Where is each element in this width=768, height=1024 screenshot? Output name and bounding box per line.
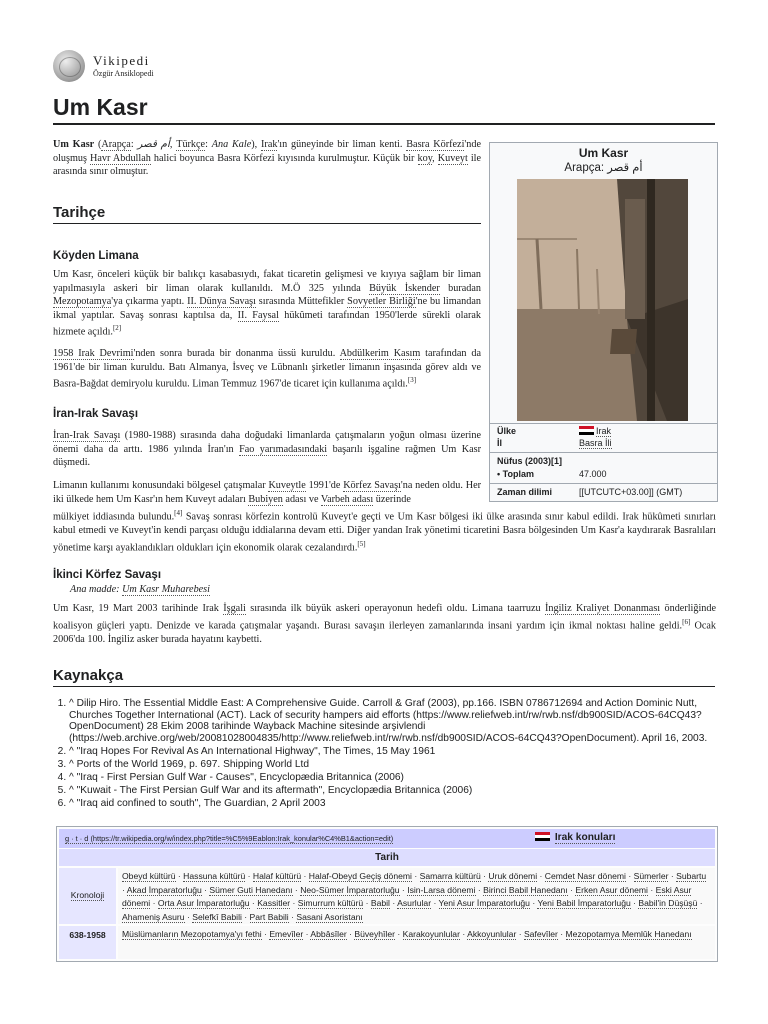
paragraph-iran-2a: [53, 479, 481, 506]
navbox-link[interactable]: Mezopotamya Memlûk Hanedanı: [565, 929, 692, 939]
text-run: 'nden sonra burada bir donanma üssü kuruldu.: [133, 348, 340, 359]
main-article-label: Ana madde:: [70, 584, 120, 595]
paragraph-text: [53, 429, 481, 470]
text-run: ,: [432, 152, 438, 164]
navbox-link[interactable]: Samarra kültürü: [419, 871, 481, 881]
site-tagline: Özgür Ansiklopedi: [93, 69, 154, 78]
text-run: 'ne bu limandan ikmal yaptılar. Savaş sonrası kaptılsa da,: [53, 296, 481, 321]
text-run: 'nde oluşmuş: [53, 139, 481, 164]
infobox-key: Ülke: [497, 426, 517, 436]
iraq-flag-icon: [535, 832, 550, 841]
text-run: önderliğinde koalisyon güçleri yaptı. Denizde ve karada çatışmalar yaşandı. Burası savaşın ilerleyen zamanlarında insani yardım için ikmal noktası haline geldi.: [53, 603, 716, 631]
paragraph-text: [53, 479, 481, 506]
main-article-note: [70, 584, 210, 595]
text-run: üzerinde: [373, 493, 411, 505]
navbox-separator: ·: [567, 884, 576, 895]
inline-link[interactable]: Körfez Savaşı: [343, 480, 401, 491]
text-run: adası ve: [282, 493, 321, 505]
reference-item: 6. ^ "Iraq aid confined to south", The Guardian, 2 April 2003: [69, 798, 716, 810]
reference-item: 4. ^ "Iraq - First Persian Gulf War - Causes", Encyclopædia Britannica (2006): [69, 772, 716, 784]
navbox-link[interactable]: Birinci Babil Hanedanı: [483, 884, 568, 895]
navbox-link[interactable]: Part Babili: [249, 911, 289, 922]
infobox-separator: [490, 423, 717, 424]
navbox-link[interactable]: Sümer Guti Hanedanı: [209, 884, 293, 895]
navbox-separator: ·: [630, 898, 639, 908]
text-run: Um Kasr, 19 Mart 2003 tarihinde Irak: [53, 603, 224, 614]
navbox-separator: ·: [301, 871, 309, 881]
navbox-separator: ·: [389, 898, 398, 908]
subsection-heading-ikinci: İkinci Körfez Savaşı: [53, 569, 162, 581]
navbox-link[interactable]: Kassitler: [257, 898, 291, 908]
navbox-separator: ·: [249, 898, 258, 908]
text-run: buradan: [439, 282, 481, 294]
intro-paragraph: [53, 138, 481, 179]
navbox-separator: ·: [241, 911, 250, 922]
inline-link[interactable]: İşgali: [223, 603, 246, 614]
navbox-separator: ·: [557, 929, 566, 939]
iraq-flag-icon: [579, 426, 594, 435]
inline-link[interactable]: İngiliz Kraliyet Donanması: [545, 603, 661, 614]
navbox-link[interactable]: Babil'in Düşüşü: [638, 898, 698, 908]
navbox-separator: ·: [394, 929, 403, 939]
bold-term: Um Kasr: [53, 139, 95, 150]
navbox-link[interactable]: Erken Asur dönemi: [575, 884, 648, 895]
text-run: ,: [169, 139, 177, 150]
text-run: mülkiyet iddiasında bulundu.: [53, 511, 175, 523]
navbox-link[interactable]: Babil: [370, 898, 390, 908]
navbox-link[interactable]: Halaf-Obeyd Geçiş dönemi: [308, 871, 412, 881]
navbox-link[interactable]: Asurlular: [397, 898, 432, 908]
text-run: 'ın güneyinde bir liman kenti.: [277, 139, 407, 150]
inline-link[interactable]: Büyük İskender: [369, 282, 440, 294]
text-run: tarafından da 1961'de bir liman kuruldu. Batı Almanya, İsveç ve Lübnanlı şirketler limanın inşasında görev aldı ve Basra-Bağdat demiryolu kuruldu. Liman Temmuz 1967'de ticaret için kullanıma açıldı.: [53, 348, 481, 390]
navbox-subtitle: Tarih: [59, 849, 715, 866]
text-run: Limanın kullanımı konusundaki bölgesel çatışmalar: [53, 480, 269, 491]
text-run: hükûmeti tarafından 1950'lerde sürekli olarak hizmete açıldı.: [53, 309, 481, 338]
navbox-link[interactable]: Safevîler: [523, 929, 558, 939]
site-logo[interactable]: [53, 50, 213, 86]
infobox-key: Zaman dilimi: [497, 487, 553, 497]
infobox-separator: [490, 483, 717, 484]
site-wordmark: Vikipedi: [93, 53, 150, 68]
navbox-separator: ·: [668, 871, 677, 881]
navbox-link[interactable]: Akkoyunlular: [467, 929, 517, 939]
inline-link[interactable]: Havr Abdullah: [90, 152, 151, 164]
paragraph-koyden-1: [53, 268, 481, 339]
navbox-link[interactable]: Yeni Asur İmparatorluğu: [438, 898, 530, 908]
navbox-separator: ·: [261, 929, 270, 939]
text-run: ),: [251, 139, 262, 150]
navbox-separator: ·: [697, 898, 703, 908]
navbox-link[interactable]: Emevîler: [269, 929, 304, 939]
text-run: Savaş sonrası körfezin kontrolü Kuveyt'e geçti ve Um Kasr bölgesi iki ülke arasında sınır kabul edildi. Irak hükûmeti sınırları kabul etmedi ve Kuveyt'in kendi parçası olduğu iddialarına devam etti. Diğer yandan Irak yönetimi ticaretini Basra bölgesinden Um Kasr'a kaydırarak Basralıları yönetime karşı ayaklandıkları oldukları için ekonomik olarak cezalandırdı.: [53, 511, 716, 553]
text-run: Ocak 2006'da 100. İngiliz asker burada hayatını kaybetti.: [53, 619, 717, 645]
navbox-separator: ·: [475, 884, 484, 895]
inline-link[interactable]: Fao yarımadasındaki: [239, 443, 328, 455]
navbox-link[interactable]: Abbâsîler: [310, 929, 347, 939]
text-run: 'ya çıkarma yaptı.: [111, 296, 188, 308]
navbox-separator: ·: [625, 871, 634, 881]
paragraph-iran-2b: [53, 507, 716, 555]
navbox-link[interactable]: Orta Asur İmparatorluğu: [157, 898, 250, 908]
text-run: 'na neden oldu. Her iki ülkede hem Um Kasr'ın hem Kuveyt adaları: [53, 480, 481, 505]
text-run: başarılı işgaline rağmen Um Kasr düşmedi.: [53, 443, 482, 469]
citation-ref[interactable]: [5]: [357, 539, 366, 548]
navbox-link[interactable]: Neo-Sümer İmparatorluğu: [300, 884, 400, 895]
navbox-separator: ·: [529, 898, 538, 908]
navbox-link[interactable]: Sümerler: [633, 871, 669, 881]
reference-item: 2. ^ "Iraq Hopes For Revival As An International Highway", The Times, 15 May 1961: [69, 746, 716, 758]
paragraph-ikinci: [53, 602, 716, 646]
inline-link[interactable]: Sovyetler Birliği: [347, 296, 416, 308]
infobox-value: 47.000: [579, 469, 607, 479]
navbox-link[interactable]: Sasani Asoristanı: [296, 911, 363, 922]
navbox-title[interactable]: [535, 832, 615, 843]
infobox: [489, 142, 718, 502]
inline-link[interactable]: Varbeh adası: [320, 493, 374, 505]
navbox-link[interactable]: Subartu: [676, 871, 707, 881]
navbox-link[interactable]: Isin-Larsa dönemi: [407, 884, 476, 895]
infobox-key: Nüfus (2003)[1]: [497, 456, 563, 466]
navbox-separator: ·: [288, 911, 297, 922]
title-divider: [53, 123, 715, 125]
inline-link[interactable]: İran-Irak Savaşı: [53, 430, 121, 441]
navbox-separator: ·: [201, 884, 210, 895]
navbox-link[interactable]: Selefkî Babili: [192, 911, 242, 922]
navbox-vde-links[interactable]: g · t · d (https://tr.wikipedia.org/w/index.php?title=%C5%9Eablon:Irak_konular%C4%B1&action=edit): [65, 834, 394, 843]
paragraph-koyden-2: [53, 347, 481, 391]
infobox-subtitle: Arapça: أم قصر: [564, 162, 643, 174]
navbox-separator: ·: [459, 929, 468, 939]
paragraph-text: [53, 347, 481, 391]
text-run: (: [94, 139, 102, 150]
main-article-link[interactable]: Um Kasr Muharebesi: [122, 584, 210, 595]
navbox-link[interactable]: Cemdet Nasr dönemi: [544, 871, 626, 881]
infobox-value: [[UTCUTC+03.00]] (GMT): [579, 487, 683, 497]
navbox-link[interactable]: Karakoyunlular: [402, 929, 460, 939]
navbox-group-label: 638-1958: [69, 930, 106, 940]
section-divider: [53, 686, 715, 687]
navbox-link[interactable]: Uruk dönemi: [488, 871, 538, 881]
infobox-title: Um Kasr: [578, 146, 629, 160]
navbox-separator: ·: [399, 884, 408, 895]
inline-link[interactable]: koy: [417, 152, 433, 164]
section-divider: [53, 223, 481, 224]
text-run: 1991'de: [305, 480, 344, 491]
infobox-key: • Toplam: [497, 469, 534, 479]
navbox-title-text[interactable]: Irak konuları: [554, 832, 616, 843]
infobox-value[interactable]: [579, 426, 611, 436]
reference-item: 5. ^ "Kuwait - The First Persian Gulf War and its aftermath", Encyclopædia Britannica (2006): [69, 785, 716, 797]
navbox-separator: ·: [150, 898, 158, 908]
navbox-group-638-1958: [59, 926, 116, 959]
infobox-value[interactable]: Basra İli: [579, 438, 612, 448]
inline-link[interactable]: Abdülkerim Kasım: [339, 348, 421, 359]
paragraph-iran-1: [53, 429, 481, 470]
navbox-group-kronoloji: [59, 868, 116, 924]
navbox-separator: ·: [292, 884, 301, 895]
infobox-link[interactable]: Irak: [596, 426, 612, 436]
section-heading-tarihce: Tarihçe: [53, 204, 106, 221]
navbox-link[interactable]: Simurrum kültürü: [297, 898, 364, 908]
navbox-list-kronoloji: [118, 868, 715, 924]
navbox-link[interactable]: Hassuna kültürü: [183, 871, 246, 881]
subsection-heading-iran-irak: İran-Irak Savaşı: [53, 408, 139, 420]
text-run: :: [205, 139, 212, 150]
navbox-separator: ·: [303, 929, 311, 939]
inline-link[interactable]: Arapça: [101, 139, 131, 150]
citation-ref[interactable]: [3]: [407, 376, 417, 385]
section-heading-kaynakca: Kaynakça: [53, 667, 124, 684]
paragraph-text: [53, 507, 716, 555]
inline-link[interactable]: Irak: [261, 139, 278, 150]
wikipedia-globe-icon: [53, 50, 85, 82]
text-run: :: [130, 139, 138, 150]
navbox-separator: ·: [346, 929, 355, 939]
italic-term: أم قصر: [137, 139, 170, 150]
text-run: (1980-1988) sırasında daha doğudaki limanlarda çatışmaların yoğun olması üzerine önemi daha da arttı. 1986 yılında İran'ın: [53, 430, 481, 455]
navbox-group-label[interactable]: Kronoloji: [70, 890, 105, 900]
infobox-key: İl: [497, 438, 503, 448]
inline-link[interactable]: Kuveyt: [437, 152, 468, 164]
citation-ref[interactable]: [6]: [682, 617, 691, 626]
citation-ref[interactable]: [4]: [174, 509, 183, 517]
inline-link[interactable]: 1958 Irak Devrimi: [53, 348, 134, 359]
navbox-separator: ·: [431, 898, 439, 908]
navbox-list-638-1958: [118, 926, 715, 959]
navbox-link[interactable]: Ahameniş Asuru: [122, 911, 185, 922]
reference-item: 1. ^ Dilip Hiro. The Essential Middle East: A Comprehensive Guide. Carroll & Graf (2003), pp.166. ISBN 0786712694 and Action Dominic Nutt, Churches Together International (ACT). Lack of security hampers aid efforts (https://www.reliefweb.int/rw/rwb.nsf/db900SID/ACOS-64CQ43?OpenDocument) 28 Ekim 2008 tarihinde Wayback Machine sitesinde arşivlendi (https://web.archive.org/web/20081028004835/http://www.reliefweb.int/rw/rwb.nsf/db900SID/ACOS-64CQ43?OpenDocument). April 16, 2003.: [69, 698, 716, 744]
citation-ref[interactable]: [2]: [112, 324, 122, 333]
infobox-separator: [490, 452, 717, 453]
navbox-separator: ·: [184, 911, 193, 922]
navbox-link[interactable]: Eski Asur dönemi: [122, 884, 692, 908]
navbox-separator: ·: [363, 898, 371, 908]
navbox-separator: ·: [122, 884, 127, 895]
paragraph-text: [53, 268, 481, 339]
paragraph-text: [53, 602, 716, 646]
port-photo-illustration: [517, 179, 688, 421]
intro-text: [53, 138, 481, 179]
navbox-link[interactable]: Müslümanların Mezopotamya'yı fethi: [122, 929, 262, 939]
inline-link[interactable]: Kuveytle: [268, 480, 306, 491]
navbox-irak-konulari: [56, 826, 718, 962]
navbox-separator: ·: [411, 871, 420, 881]
inline-link[interactable]: Bubiyen: [248, 493, 283, 505]
navbox-link[interactable]: Büveyhîler: [354, 929, 395, 939]
infobox-photo[interactable]: [517, 179, 688, 421]
inline-link[interactable]: Basra Körfezi: [406, 139, 465, 150]
text-run: ile arasında sınır olmuştur.: [53, 152, 482, 178]
navbox-link[interactable]: Yeni Babil İmparatorluğu: [537, 898, 631, 908]
navbox-separator: ·: [175, 871, 184, 881]
navbox-header: [59, 829, 715, 848]
navbox-link[interactable]: Obeyd kültürü: [122, 871, 176, 881]
text-run: Um Kasr, önceleri küçük bir balıkçı kasabasıydı, fakat ticaretin gelişmesi ve kıyıya sağlam bir liman yapılmasıyla askeri bir liman olarak kullanıldı. M.Ö 325 yılında: [53, 269, 481, 294]
inline-link[interactable]: Türkçe: [176, 139, 206, 150]
navbox-separator: ·: [290, 898, 298, 908]
text-run: halici boyunca Basra Körfezi kıyısında kurulmuştur. Küçük bir: [150, 152, 418, 164]
navbox-separator: ·: [537, 871, 545, 881]
italic-term: Ana Kale: [211, 139, 252, 150]
inline-link[interactable]: II. Faysal: [237, 309, 279, 321]
subsection-heading-koyden: Köyden Limana: [53, 250, 139, 262]
text-run: sırasında ilk büyük askeri operayonun hedefi oldu. Limana taarruzu: [245, 603, 546, 614]
inline-link[interactable]: II. Dünya Savaşı: [187, 296, 256, 308]
navbox-separator: ·: [480, 871, 489, 881]
page-title: Um Kasr: [53, 94, 148, 120]
navbox-link[interactable]: Halaf kültürü: [252, 871, 302, 881]
navbox-separator: ·: [245, 871, 253, 881]
navbox-separator: ·: [647, 884, 656, 895]
inline-link[interactable]: Mezopotamya: [53, 296, 112, 308]
navbox-link[interactable]: Akad İmparatorluğu: [126, 884, 202, 895]
text-run: sırasında Müttefikler: [255, 296, 348, 308]
navbox-separator: ·: [516, 929, 524, 939]
references-list: [53, 698, 716, 811]
reference-item: 3. ^ Ports of the World 1969, p. 697. Shipping World Ltd: [69, 759, 716, 771]
